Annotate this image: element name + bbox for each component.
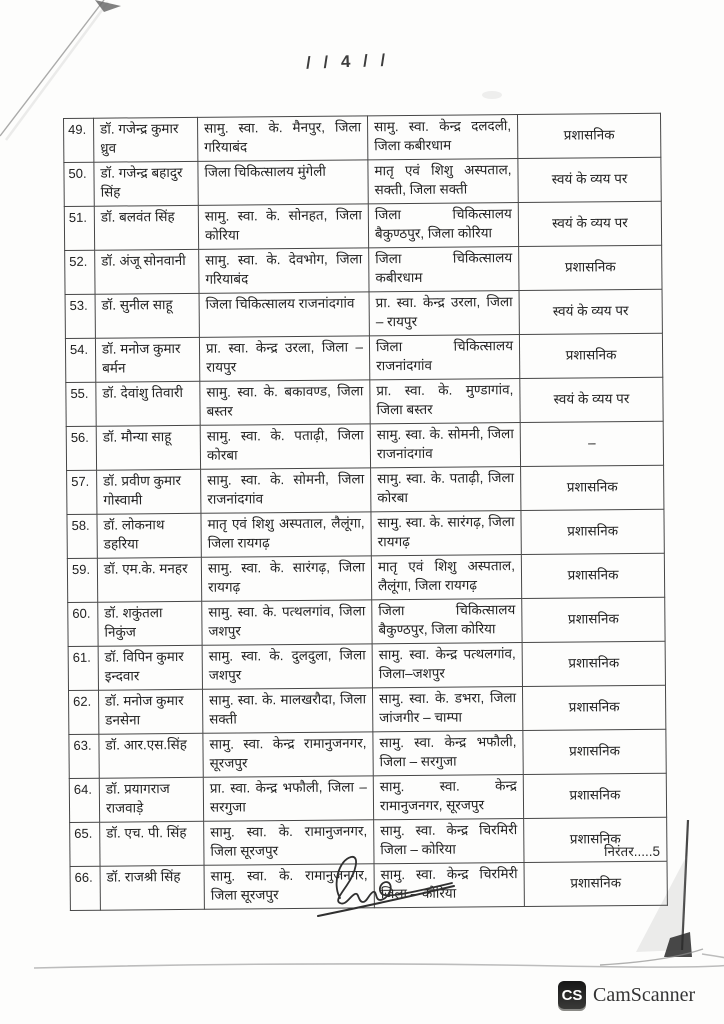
doctor-name: डॉ. मनोज कुमार बर्मन	[95, 337, 199, 382]
new-posting: जिला चिकित्सालय बैकुण्ठपुर, जिला कोरिया	[372, 599, 522, 644]
serial-number: 50.	[64, 162, 94, 206]
table-row	[64, 113, 661, 162]
transfer-type: स्वयं के व्यय पर	[518, 201, 661, 246]
table-row	[68, 685, 665, 734]
current-posting: मातृ एवं शिशु अस्पताल, लैलूंगा, जिला रायगढ़	[201, 512, 371, 557]
continuation-note: निरंतर.....5	[604, 844, 660, 859]
current-posting: सामु. स्वा. के. मैनपुर, जिला गरियाबंद	[197, 116, 367, 161]
table-row	[67, 553, 664, 602]
serial-number: 63.	[69, 734, 99, 778]
signature	[312, 850, 462, 925]
camscanner-logo-icon	[558, 981, 586, 1009]
transfer-type: प्रशासनिक	[522, 597, 665, 642]
current-posting: प्रा. स्वा. केन्द्र भफौली, जिला – सरगुजा	[203, 776, 373, 821]
serial-number: 53.	[65, 294, 95, 338]
fold-crease-tip	[95, 0, 121, 12]
transfer-type: प्रशासनिक	[522, 641, 665, 686]
transfer-type: प्रशासनिक	[519, 333, 662, 378]
current-posting: सामु. स्वा. के. मालखरौदा, जिला सक्ती	[202, 688, 372, 733]
doctor-name: डॉ. सुनील साहू	[95, 293, 199, 338]
table-row	[65, 289, 662, 338]
serial-number: 64.	[69, 778, 99, 822]
doctor-name: डॉ. एम.के. मनहर	[97, 557, 201, 602]
serial-number: 61.	[68, 646, 98, 690]
paper-corner-shadow	[664, 932, 692, 957]
transfer-table	[63, 113, 668, 911]
table-row	[66, 377, 663, 426]
current-posting: जिला चिकित्सालय मुंगेली	[198, 160, 368, 205]
new-posting: सामु. स्वा. के. डभरा, जिला जांजगीर – चाम्पा	[372, 687, 522, 732]
new-posting: मातृ एवं शिशु अस्पताल, सक्ती, जिला सक्ती	[368, 159, 518, 204]
new-posting: प्रा. स्वा. केन्द्र उरला, जिला – रायपुर	[369, 291, 519, 336]
current-posting: सामु. स्वा. केन्द्र रामानुजनगर, सूरजपुर	[203, 732, 373, 777]
doctor-name: डॉ. प्रयागराज राजवाड़े	[99, 777, 203, 822]
transfer-type: प्रशासनिक	[523, 729, 666, 774]
current-posting: सामु. स्वा. के. दुलदुला, जिला जशपुर	[202, 644, 372, 689]
doctor-name: डॉ. शकुंतला निकुंज	[98, 601, 202, 646]
transfer-type: स्वयं के व्यय पर	[519, 289, 662, 334]
table-body	[64, 113, 668, 910]
doctor-name: डॉ. लोकनाथ डहरिया	[97, 513, 201, 558]
paper-edge-right	[682, 820, 688, 950]
current-posting: सामु. स्वा. के. देवभोग, जिला गरियाबंद	[199, 248, 369, 293]
doctor-name: डॉ. अंजू सोनवानी	[95, 249, 199, 294]
transfer-type: –	[520, 421, 663, 466]
current-posting: सामु. स्वा. के. बकावण्ड, जिला बस्तर	[200, 380, 370, 425]
serial-number: 60.	[68, 602, 98, 646]
doctor-name: डॉ. प्रवीण कुमार गोस्वामी	[97, 469, 201, 514]
doctor-name: डॉ. मौन्या साहू	[96, 425, 200, 470]
page-number: / / 4 / /	[305, 50, 390, 73]
new-posting: सामु. स्वा. केन्द्र दलदली, जिला कबीरधाम	[367, 115, 517, 160]
transfer-type: प्रशासनिक	[521, 553, 664, 598]
transfer-type: स्वयं के व्यय पर	[518, 157, 661, 202]
transfer-type: प्रशासनिक	[523, 773, 666, 818]
camscanner-badge-text: CS	[561, 986, 583, 1004]
new-posting: सामु. स्वा. केन्द्र भफौली, जिला – सरगुजा	[373, 731, 523, 776]
transfer-type: प्रशासनिक	[517, 113, 660, 158]
current-posting: सामु. स्वा. के. पताढ़ी, जिला कोरबा	[200, 424, 370, 469]
camscanner-watermark	[558, 981, 695, 1009]
new-posting: सामु. स्वा. केन्द्र पत्थलगांव, जिला–जशपुर	[372, 643, 522, 688]
current-posting: सामु. स्वा. के. सोनहत, जिला कोरिया	[198, 204, 368, 249]
doctor-name: डॉ. आर.एस.सिंह	[99, 733, 203, 778]
table-row	[64, 157, 661, 206]
doctor-name: डॉ. एच. पी. सिंह	[100, 821, 204, 866]
current-posting: सामु. स्वा. के. सारंगढ़, जिला रायगढ़	[201, 556, 371, 601]
transfer-type: प्रशासनिक	[521, 509, 664, 554]
transfer-type: स्वयं के व्यय पर	[520, 377, 663, 422]
current-posting: सामु. स्वा. के. पत्थलगांव, जिला जशपुर	[202, 600, 372, 645]
new-posting: सामु. स्वा. केन्द्र चिरमिरी जिला – कोरिया	[374, 863, 524, 908]
serial-number: 66.	[70, 866, 100, 910]
camscanner-label: CamScanner	[593, 983, 696, 1006]
table-row	[66, 421, 663, 470]
serial-number: 58.	[67, 514, 97, 558]
serial-number: 52.	[65, 250, 95, 294]
paper-edge-bottom	[34, 954, 724, 968]
paper-edge-bottom-right	[600, 949, 703, 965]
transfer-type: प्रशासनिक	[524, 817, 667, 862]
new-posting: सामु. स्वा. के. सारंगढ़, जिला रायगढ़	[371, 511, 521, 556]
doctor-name: डॉ. विपिन कुमार इन्दवार	[98, 645, 202, 690]
serial-number: 59.	[67, 558, 97, 602]
new-posting: जिला चिकित्सालय बैकुण्ठपुर, जिला कोरिया	[368, 203, 518, 248]
current-posting: जिला चिकित्सालय राजनांदगांव	[199, 292, 369, 337]
serial-number: 55.	[66, 382, 96, 426]
table-row	[67, 509, 664, 558]
current-posting: सामु. स्वा. के. सोमनी, जिला राजनांदगांव	[201, 468, 371, 513]
new-posting: सामु. स्वा. के. पताढ़ी, जिला कोरबा	[371, 467, 521, 512]
new-posting: सामु. स्वा. के. सोमनी, जिला राजनांदगांव	[370, 423, 520, 468]
new-posting: सामु. स्वा. केन्द्र रामानुजनगर, सूरजपुर	[373, 775, 523, 820]
new-posting: जिला चिकित्सालय कबीरधाम	[369, 247, 519, 292]
serial-number: 54.	[65, 338, 95, 382]
signature-stroke	[337, 857, 452, 904]
serial-number: 56.	[66, 426, 96, 470]
doctor-name: डॉ. गजेन्द्र बहादुर सिंह	[94, 161, 198, 206]
table-row	[65, 333, 662, 382]
transfer-type: प्रशासनिक	[519, 245, 662, 290]
table-row	[64, 201, 661, 250]
serial-number: 65.	[70, 822, 100, 866]
doctor-name: डॉ. राजश्री सिंह	[100, 865, 204, 910]
new-posting: प्रा. स्वा. के. मुण्डागांव, जिला बस्तर	[370, 379, 520, 424]
table-row	[67, 465, 664, 514]
doctor-name: डॉ. मनोज कुमार डनसेना	[98, 689, 202, 734]
table-row	[68, 641, 665, 690]
current-posting: प्रा. स्वा. केन्द्र उरला, जिला – रायपुर	[199, 336, 369, 381]
doctor-name: डॉ. बलवंत सिंह	[94, 205, 198, 250]
table-row	[69, 729, 666, 778]
table-row	[69, 773, 666, 822]
table-row	[65, 245, 662, 294]
current-posting: सामु. स्वा. के. रामानुजनगर, जिला सूरजपुर	[204, 864, 374, 909]
smudge	[482, 91, 502, 99]
serial-number: 51.	[64, 206, 94, 250]
serial-number: 57.	[67, 470, 97, 514]
table-row	[68, 597, 665, 646]
transfer-type: प्रशासनिक	[521, 465, 664, 510]
transfer-type: प्रशासनिक	[522, 685, 665, 730]
transfer-type: प्रशासनिक	[524, 861, 667, 906]
doctor-name: डॉ. देवांशु तिवारी	[96, 381, 200, 426]
new-posting: मातृ एवं शिशु अस्पताल, लैलूंगा, जिला रायगढ़	[371, 555, 521, 600]
current-posting: सामु. स्वा. के. रामानुजनगर, जिला सूरजपुर	[204, 820, 374, 865]
new-posting: सामु. स्वा. केन्द्र चिरमिरी जिला – कोरिया	[374, 819, 524, 864]
doctor-name: डॉ. गजेन्द्र कुमार ध्रुव	[94, 117, 198, 162]
serial-number: 49.	[64, 118, 94, 162]
fold-crease-line	[0, 0, 104, 136]
new-posting: जिला चिकित्सालय राजनांदगांव	[369, 335, 519, 380]
serial-number: 62.	[68, 690, 98, 734]
